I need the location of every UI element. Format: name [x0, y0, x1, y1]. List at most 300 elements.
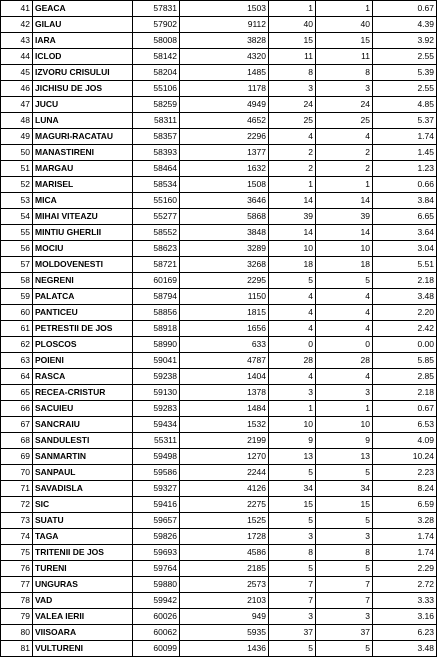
siruta-code-cell: 59657	[133, 513, 180, 529]
row-number-cell: 62	[1, 337, 33, 353]
table-row	[1, 241, 437, 257]
value-a-cell: 2	[269, 145, 316, 161]
row-number-cell: 56	[1, 241, 33, 257]
value-b-cell: 4	[316, 305, 373, 321]
table-row	[1, 337, 437, 353]
row-number-cell: 61	[1, 321, 33, 337]
percentage-cell: 1.23	[373, 161, 437, 177]
population-cell: 1532	[180, 417, 269, 433]
siruta-code-cell: 59434	[133, 417, 180, 433]
row-number-cell: 51	[1, 161, 33, 177]
table-row	[1, 273, 437, 289]
value-a-cell: 8	[269, 545, 316, 561]
table-row	[1, 385, 437, 401]
siruta-code-cell: 58990	[133, 337, 180, 353]
population-cell: 4586	[180, 545, 269, 561]
locality-name-cell: IARA	[33, 33, 133, 49]
percentage-cell: 8.24	[373, 481, 437, 497]
row-number-cell: 78	[1, 593, 33, 609]
percentage-cell: 3.28	[373, 513, 437, 529]
table-row	[1, 145, 437, 161]
row-number-cell: 79	[1, 609, 33, 625]
value-b-cell: 3	[316, 529, 373, 545]
population-cell: 2185	[180, 561, 269, 577]
population-cell: 4949	[180, 97, 269, 113]
population-cell: 4320	[180, 49, 269, 65]
locality-name-cell: PANTICEU	[33, 305, 133, 321]
table-row	[1, 401, 437, 417]
table-row	[1, 305, 437, 321]
locality-name-cell: GEACA	[33, 1, 133, 17]
locality-name-cell: UNGURAS	[33, 577, 133, 593]
population-cell: 2296	[180, 129, 269, 145]
value-a-cell: 14	[269, 193, 316, 209]
siruta-code-cell: 59283	[133, 401, 180, 417]
table-row	[1, 161, 437, 177]
locality-name-cell: TAGA	[33, 529, 133, 545]
row-number-cell: 41	[1, 1, 33, 17]
value-a-cell: 4	[269, 321, 316, 337]
locality-name-cell: ICLOD	[33, 49, 133, 65]
percentage-cell: 5.85	[373, 353, 437, 369]
value-b-cell: 28	[316, 353, 373, 369]
percentage-cell: 6.53	[373, 417, 437, 433]
table-row	[1, 417, 437, 433]
population-cell: 1656	[180, 321, 269, 337]
value-a-cell: 15	[269, 497, 316, 513]
row-number-cell: 58	[1, 273, 33, 289]
value-b-cell: 13	[316, 449, 373, 465]
row-number-cell: 72	[1, 497, 33, 513]
table-row	[1, 1, 437, 17]
value-a-cell: 3	[269, 609, 316, 625]
table-row	[1, 513, 437, 529]
population-cell: 1503	[180, 1, 269, 17]
siruta-code-cell: 59498	[133, 449, 180, 465]
value-a-cell: 40	[269, 17, 316, 33]
locality-name-cell: MANASTIRENI	[33, 145, 133, 161]
population-cell: 1378	[180, 385, 269, 401]
population-cell: 1508	[180, 177, 269, 193]
value-b-cell: 8	[316, 545, 373, 561]
siruta-code-cell: 58357	[133, 129, 180, 145]
siruta-code-cell: 58204	[133, 65, 180, 81]
table-row	[1, 593, 437, 609]
value-a-cell: 18	[269, 257, 316, 273]
value-b-cell: 0	[316, 337, 373, 353]
value-a-cell: 4	[269, 289, 316, 305]
value-b-cell: 24	[316, 97, 373, 113]
value-b-cell: 4	[316, 289, 373, 305]
locality-name-cell: IZVORU CRISULUI	[33, 65, 133, 81]
value-b-cell: 4	[316, 321, 373, 337]
siruta-code-cell: 59942	[133, 593, 180, 609]
row-number-cell: 43	[1, 33, 33, 49]
value-b-cell: 2	[316, 161, 373, 177]
value-a-cell: 3	[269, 81, 316, 97]
percentage-cell: 4.85	[373, 97, 437, 113]
table-row	[1, 481, 437, 497]
percentage-cell: 10.24	[373, 449, 437, 465]
locality-name-cell: MAGURI-RACATAU	[33, 129, 133, 145]
siruta-code-cell: 58311	[133, 113, 180, 129]
population-cell: 5935	[180, 625, 269, 641]
siruta-code-cell: 57902	[133, 17, 180, 33]
population-cell: 1404	[180, 369, 269, 385]
row-number-cell: 71	[1, 481, 33, 497]
value-a-cell: 14	[269, 225, 316, 241]
siruta-code-cell: 58259	[133, 97, 180, 113]
population-cell: 2199	[180, 433, 269, 449]
value-a-cell: 39	[269, 209, 316, 225]
value-b-cell: 10	[316, 417, 373, 433]
percentage-cell: 0.67	[373, 1, 437, 17]
value-a-cell: 25	[269, 113, 316, 129]
row-number-cell: 63	[1, 353, 33, 369]
value-a-cell: 28	[269, 353, 316, 369]
table-row	[1, 449, 437, 465]
row-number-cell: 42	[1, 17, 33, 33]
population-cell: 1525	[180, 513, 269, 529]
value-b-cell: 34	[316, 481, 373, 497]
locality-name-cell: MARGAU	[33, 161, 133, 177]
value-a-cell: 4	[269, 129, 316, 145]
row-number-cell: 81	[1, 641, 33, 657]
value-b-cell: 7	[316, 577, 373, 593]
value-a-cell: 3	[269, 385, 316, 401]
siruta-code-cell: 59764	[133, 561, 180, 577]
value-a-cell: 7	[269, 593, 316, 609]
population-cell: 1270	[180, 449, 269, 465]
table-row	[1, 497, 437, 513]
value-b-cell: 5	[316, 641, 373, 657]
locality-name-cell: MOLDOVENESTI	[33, 257, 133, 273]
value-a-cell: 10	[269, 241, 316, 257]
value-b-cell: 14	[316, 225, 373, 241]
population-cell: 3289	[180, 241, 269, 257]
locality-name-cell: VULTURENI	[33, 641, 133, 657]
row-number-cell: 60	[1, 305, 33, 321]
row-number-cell: 52	[1, 177, 33, 193]
siruta-code-cell: 58721	[133, 257, 180, 273]
value-a-cell: 1	[269, 177, 316, 193]
percentage-cell: 2.72	[373, 577, 437, 593]
locality-name-cell: VIISOARA	[33, 625, 133, 641]
locality-name-cell: RASCA	[33, 369, 133, 385]
percentage-cell: 3.16	[373, 609, 437, 625]
row-number-cell: 55	[1, 225, 33, 241]
value-a-cell: 1	[269, 401, 316, 417]
table-row	[1, 577, 437, 593]
siruta-code-cell: 59693	[133, 545, 180, 561]
percentage-cell: 6.23	[373, 625, 437, 641]
table-row	[1, 433, 437, 449]
row-number-cell: 80	[1, 625, 33, 641]
row-number-cell: 48	[1, 113, 33, 129]
locality-name-cell: SANMARTIN	[33, 449, 133, 465]
table-row	[1, 225, 437, 241]
population-cell: 1178	[180, 81, 269, 97]
population-cell: 1377	[180, 145, 269, 161]
table-row	[1, 81, 437, 97]
percentage-cell: 4.39	[373, 17, 437, 33]
table-row	[1, 529, 437, 545]
value-a-cell: 5	[269, 513, 316, 529]
population-cell: 3268	[180, 257, 269, 273]
table-row	[1, 209, 437, 225]
siruta-code-cell: 59238	[133, 369, 180, 385]
percentage-cell: 5.37	[373, 113, 437, 129]
percentage-cell: 0.00	[373, 337, 437, 353]
table-row	[1, 545, 437, 561]
locality-name-cell: MINTIU GHERLII	[33, 225, 133, 241]
table-row	[1, 369, 437, 385]
locality-name-cell: SUATU	[33, 513, 133, 529]
value-b-cell: 14	[316, 193, 373, 209]
table-row	[1, 97, 437, 113]
siruta-code-cell: 58393	[133, 145, 180, 161]
locality-name-cell: LUNA	[33, 113, 133, 129]
population-cell: 4652	[180, 113, 269, 129]
siruta-code-cell: 57831	[133, 1, 180, 17]
value-b-cell: 11	[316, 49, 373, 65]
value-a-cell: 5	[269, 641, 316, 657]
percentage-cell: 6.65	[373, 209, 437, 225]
value-b-cell: 18	[316, 257, 373, 273]
value-a-cell: 8	[269, 65, 316, 81]
siruta-code-cell: 59130	[133, 385, 180, 401]
percentage-cell: 2.18	[373, 273, 437, 289]
percentage-cell: 2.55	[373, 49, 437, 65]
value-b-cell: 4	[316, 129, 373, 145]
value-b-cell: 4	[316, 369, 373, 385]
row-number-cell: 74	[1, 529, 33, 545]
value-b-cell: 3	[316, 385, 373, 401]
percentage-cell: 2.18	[373, 385, 437, 401]
percentage-cell: 2.85	[373, 369, 437, 385]
locality-name-cell: TURENI	[33, 561, 133, 577]
locality-name-cell: VAD	[33, 593, 133, 609]
value-a-cell: 13	[269, 449, 316, 465]
row-number-cell: 75	[1, 545, 33, 561]
table-row	[1, 129, 437, 145]
population-cell: 3646	[180, 193, 269, 209]
percentage-cell: 3.48	[373, 641, 437, 657]
row-number-cell: 50	[1, 145, 33, 161]
value-a-cell: 3	[269, 529, 316, 545]
value-b-cell: 1	[316, 401, 373, 417]
siruta-code-cell: 60026	[133, 609, 180, 625]
locality-name-cell: TRITENII DE JOS	[33, 545, 133, 561]
locality-name-cell: MOCIU	[33, 241, 133, 257]
population-cell: 3828	[180, 33, 269, 49]
table-row	[1, 49, 437, 65]
siruta-code-cell: 59826	[133, 529, 180, 545]
value-a-cell: 37	[269, 625, 316, 641]
locality-name-cell: MIHAI VITEAZU	[33, 209, 133, 225]
population-cell: 1484	[180, 401, 269, 417]
population-cell: 633	[180, 337, 269, 353]
value-b-cell: 3	[316, 609, 373, 625]
row-number-cell: 77	[1, 577, 33, 593]
row-number-cell: 70	[1, 465, 33, 481]
value-b-cell: 5	[316, 513, 373, 529]
row-number-cell: 64	[1, 369, 33, 385]
siruta-code-cell: 58794	[133, 289, 180, 305]
percentage-cell: 0.67	[373, 401, 437, 417]
row-number-cell: 44	[1, 49, 33, 65]
percentage-cell: 3.84	[373, 193, 437, 209]
value-a-cell: 34	[269, 481, 316, 497]
value-b-cell: 40	[316, 17, 373, 33]
siruta-code-cell: 59416	[133, 497, 180, 513]
population-cell: 1728	[180, 529, 269, 545]
population-cell: 5868	[180, 209, 269, 225]
value-a-cell: 15	[269, 33, 316, 49]
table-row	[1, 641, 437, 657]
value-b-cell: 9	[316, 433, 373, 449]
value-a-cell: 11	[269, 49, 316, 65]
row-number-cell: 65	[1, 385, 33, 401]
locality-name-cell: SACUIEU	[33, 401, 133, 417]
siruta-code-cell: 55106	[133, 81, 180, 97]
siruta-code-cell: 55160	[133, 193, 180, 209]
table-row	[1, 17, 437, 33]
row-number-cell: 66	[1, 401, 33, 417]
siruta-code-cell: 58856	[133, 305, 180, 321]
population-cell: 949	[180, 609, 269, 625]
value-a-cell: 10	[269, 417, 316, 433]
row-number-cell: 69	[1, 449, 33, 465]
row-number-cell: 57	[1, 257, 33, 273]
locality-name-cell: SANPAUL	[33, 465, 133, 481]
population-cell: 2573	[180, 577, 269, 593]
siruta-code-cell: 55311	[133, 433, 180, 449]
siruta-code-cell: 58623	[133, 241, 180, 257]
siruta-code-cell: 58142	[133, 49, 180, 65]
locality-name-cell: NEGRENI	[33, 273, 133, 289]
percentage-cell: 2.42	[373, 321, 437, 337]
value-b-cell: 2	[316, 145, 373, 161]
percentage-cell: 1.74	[373, 129, 437, 145]
value-b-cell: 5	[316, 273, 373, 289]
locality-name-cell: MARISEL	[33, 177, 133, 193]
table-row	[1, 609, 437, 625]
percentage-cell: 5.51	[373, 257, 437, 273]
row-number-cell: 67	[1, 417, 33, 433]
percentage-cell: 3.04	[373, 241, 437, 257]
locality-name-cell: SAVADISLA	[33, 481, 133, 497]
row-number-cell: 53	[1, 193, 33, 209]
percentage-cell: 4.09	[373, 433, 437, 449]
siruta-code-cell: 59041	[133, 353, 180, 369]
percentage-cell: 3.92	[373, 33, 437, 49]
percentage-cell: 0.66	[373, 177, 437, 193]
siruta-code-cell: 58918	[133, 321, 180, 337]
population-cell: 1436	[180, 641, 269, 657]
percentage-cell: 5.39	[373, 65, 437, 81]
percentage-cell: 1.74	[373, 529, 437, 545]
locality-name-cell: POIENI	[33, 353, 133, 369]
population-cell: 9112	[180, 17, 269, 33]
value-a-cell: 4	[269, 369, 316, 385]
value-b-cell: 15	[316, 33, 373, 49]
locality-name-cell: SIC	[33, 497, 133, 513]
value-b-cell: 5	[316, 561, 373, 577]
population-cell: 2244	[180, 465, 269, 481]
value-b-cell: 5	[316, 465, 373, 481]
siruta-code-cell: 60062	[133, 625, 180, 641]
percentage-cell: 2.29	[373, 561, 437, 577]
percentage-cell: 3.48	[373, 289, 437, 305]
row-number-cell: 54	[1, 209, 33, 225]
value-b-cell: 1	[316, 177, 373, 193]
table-row	[1, 561, 437, 577]
siruta-code-cell: 58552	[133, 225, 180, 241]
percentage-cell: 3.64	[373, 225, 437, 241]
locality-name-cell: JUCU	[33, 97, 133, 113]
locality-name-cell: JICHISU DE JOS	[33, 81, 133, 97]
value-a-cell: 5	[269, 465, 316, 481]
value-a-cell: 4	[269, 305, 316, 321]
siruta-code-cell: 59880	[133, 577, 180, 593]
table-row	[1, 113, 437, 129]
row-number-cell: 59	[1, 289, 33, 305]
table-row	[1, 33, 437, 49]
value-a-cell: 9	[269, 433, 316, 449]
table-row	[1, 257, 437, 273]
value-a-cell: 5	[269, 561, 316, 577]
value-a-cell: 1	[269, 1, 316, 17]
locality-name-cell: PLOSCOS	[33, 337, 133, 353]
population-cell: 4787	[180, 353, 269, 369]
siruta-code-cell: 60099	[133, 641, 180, 657]
population-cell: 1150	[180, 289, 269, 305]
population-cell: 1632	[180, 161, 269, 177]
table-row	[1, 321, 437, 337]
siruta-code-cell: 55277	[133, 209, 180, 225]
percentage-cell: 6.59	[373, 497, 437, 513]
siruta-code-cell: 58534	[133, 177, 180, 193]
row-number-cell: 73	[1, 513, 33, 529]
value-b-cell: 25	[316, 113, 373, 129]
value-a-cell: 0	[269, 337, 316, 353]
population-cell: 2103	[180, 593, 269, 609]
percentage-cell: 1.74	[373, 545, 437, 561]
value-b-cell: 3	[316, 81, 373, 97]
locality-name-cell: MICA	[33, 193, 133, 209]
value-b-cell: 10	[316, 241, 373, 257]
population-cell: 2295	[180, 273, 269, 289]
population-cell: 1485	[180, 65, 269, 81]
population-cell: 3848	[180, 225, 269, 241]
table-row	[1, 177, 437, 193]
value-b-cell: 15	[316, 497, 373, 513]
row-number-cell: 49	[1, 129, 33, 145]
percentage-cell: 2.55	[373, 81, 437, 97]
locality-name-cell: RECEA-CRISTUR	[33, 385, 133, 401]
table-row	[1, 465, 437, 481]
value-b-cell: 7	[316, 593, 373, 609]
locality-name-cell: PETRESTII DE JOS	[33, 321, 133, 337]
row-number-cell: 47	[1, 97, 33, 113]
percentage-cell: 2.20	[373, 305, 437, 321]
percentage-cell: 3.33	[373, 593, 437, 609]
value-a-cell: 7	[269, 577, 316, 593]
row-number-cell: 76	[1, 561, 33, 577]
table-row	[1, 193, 437, 209]
value-b-cell: 37	[316, 625, 373, 641]
